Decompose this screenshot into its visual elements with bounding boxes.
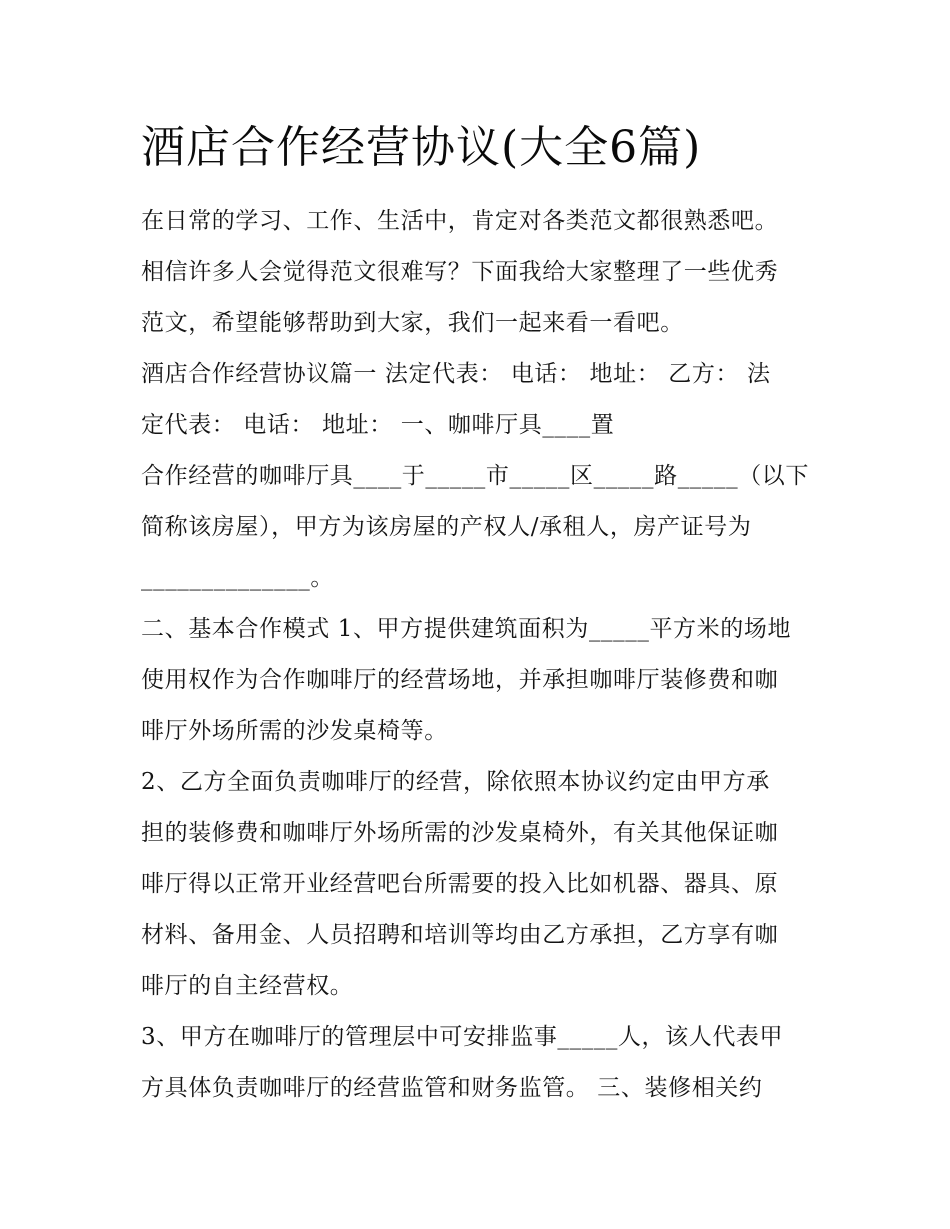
agreement-parties-line-1: 酒店合作经营协议篇一 法定代表： 电话： 地址： 乙方： 法 <box>141 361 771 387</box>
intro-line-2: 相信许多人会觉得范文很难写？下面我给大家整理了一些优秀 <box>141 259 779 285</box>
agreement-parties-line-2: 定代表： 电话： 地址： 一、咖啡厅具____置 <box>141 412 615 438</box>
premises-line-2: 简称该房屋），甲方为该房屋的产权人/承租人，房产证号为 <box>141 514 752 540</box>
clause-two-line-1: 2、乙方全面负责咖啡厅的经营，除依照本协议约定由甲方承 <box>141 769 770 795</box>
clause-two-line-4: 材料、备用金、人员招聘和培训等均由乙方承担，乙方享有咖 <box>141 922 779 948</box>
intro-line-3: 范文，希望能够帮助到大家，我们一起来看一看吧。 <box>141 310 684 336</box>
section-two-line-1: 二、基本合作模式 1、甲方提供建筑面积为_____平方米的场地 <box>141 616 792 642</box>
clause-three-line-2: 方具体负责咖啡厅的经营监管和财务监管。 三、装修相关约 <box>141 1075 763 1101</box>
clause-three-line-1: 3、甲方在咖啡厅的管理层中可安排监事_____人，该人代表甲 <box>141 1024 784 1050</box>
intro-line-1: 在日常的学习、工作、生活中，肯定对各类范文都很熟悉吧。 <box>141 208 779 234</box>
clause-two-line-3: 啡厅得以正常开业经营吧台所需要的投入比如机器、器具、原 <box>141 871 779 897</box>
premises-line-3: ______________。 <box>141 565 334 591</box>
premises-line-1: 合作经营的咖啡厅具____于_____市_____区_____路_____（以下 <box>141 463 809 489</box>
section-two-line-2: 使用权作为合作咖啡厅的经营场地，并承担咖啡厅装修费和咖 <box>141 667 779 693</box>
clause-two-line-2: 担的装修费和咖啡厅外场所需的沙发桌椅外，有关其他保证咖 <box>141 820 779 846</box>
document-title: 酒店合作经营协议(大全6篇) <box>141 122 702 173</box>
clause-two-line-5: 啡厅的自主经营权。 <box>141 973 354 999</box>
section-two-line-3: 啡厅外场所需的沙发桌椅等。 <box>141 718 448 744</box>
